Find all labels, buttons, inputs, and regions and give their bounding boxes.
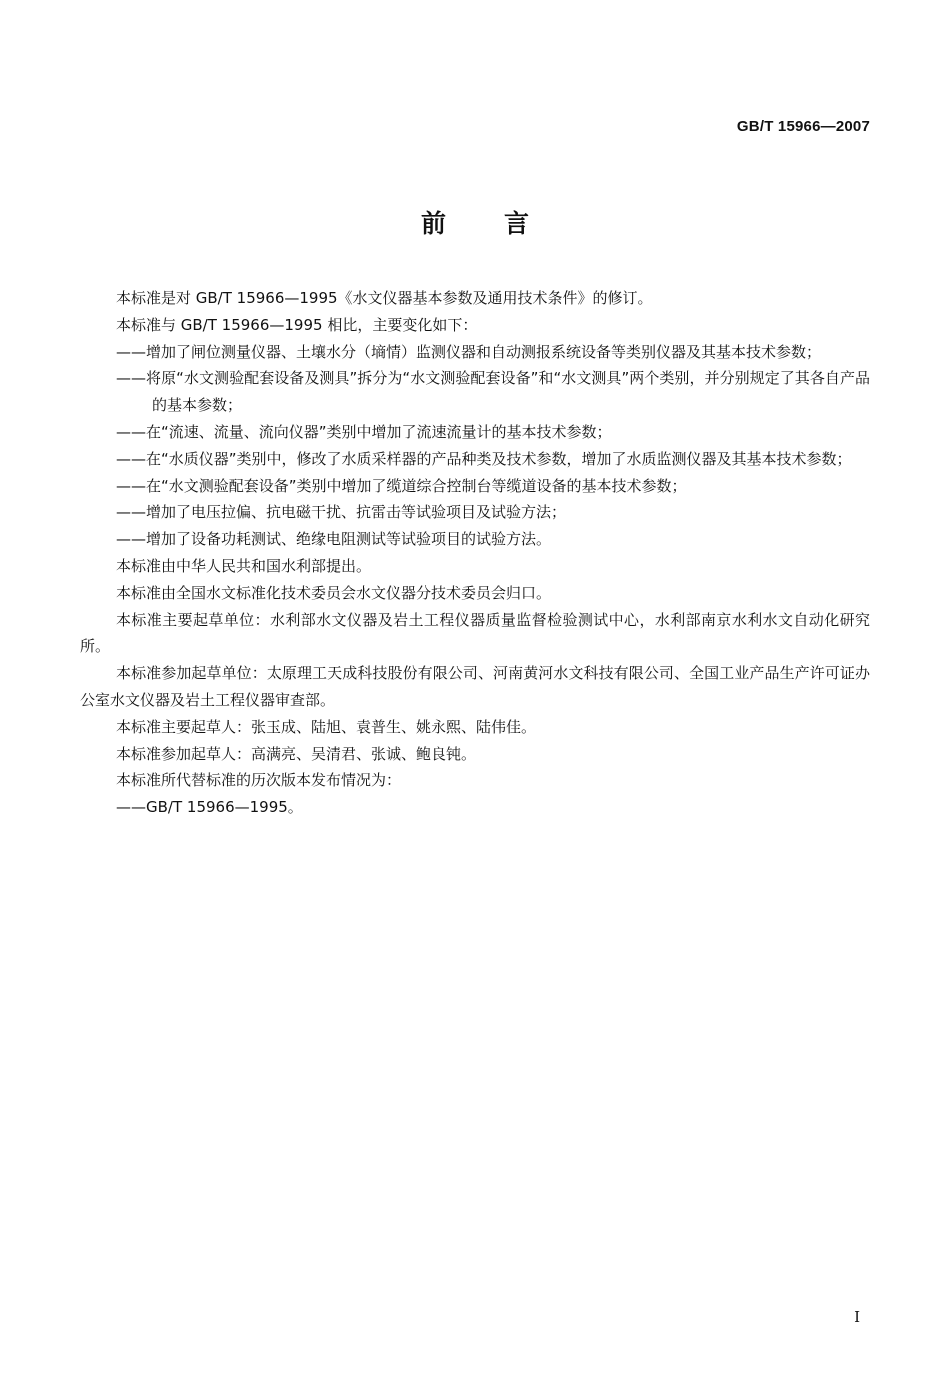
page-title: 前言 [420,209,587,238]
intro-paragraph: 本标准是对 GB/T 15966—1995《水文仪器基本参数及通用技术条件》的修订。 [116,289,653,307]
info-paragraph: 本标准主要起草人：张玉成、陆旭、袁普生、姚永熙、陆伟佳。 [116,717,537,736]
page-number: I [854,1308,860,1326]
info-paragraph: 本标准所代替标准的历次版本发布情况为： [116,771,402,790]
change-item: ——在“流速、流量、流向仪器”类别中增加了流速流量计的基本技术参数； [116,422,612,441]
info-paragraph: 本标准参加起草人：高满亮、吴清君、张诚、鲍良钝。 [116,744,477,763]
foreword-body [80,285,870,821]
info-paragraph: 本标准由中华人民共和国水利部提出。 [116,556,372,575]
info-paragraph: 本标准主要起草单位：水利部水文仪器及岩土工程仪器质量监督检验测试中心，水利部南京水利水文自动化研究所。 [80,610,870,656]
change-item: ——将原“水文测验配套设备及测具”拆分为“水文测验配套设备”和“水文测具”两个类别，并分别规定了其各自产品的基本参数； [116,369,870,415]
change-item: ——增加了设备功耗测试、绝缘电阻测试等试验项目的试验方法。 [116,530,552,549]
change-item: ——在“水质仪器”类别中，修改了水质采样器的产品种类及技术参数，增加了水质监测仪器及其基本技术参数； [116,449,852,468]
standard-code: GB/T 15966—2007 [736,118,870,135]
intro-paragraph: 本标准与 GB/T 15966—1995 相比，主要变化如下： [116,315,478,334]
change-item: ——在“水文测验配套设备”类别中增加了缆道综合控制台等缆道设备的基本技术参数； [116,476,687,495]
info-paragraph: 本标准参加起草单位：太原理工天成科技股份有限公司、河南黄河水文科技有限公司、全国工业产品生产许可证办公室水文仪器及岩土工程仪器审查部。 [80,664,870,709]
change-item: ——增加了闸位测量仪器、土壤水分（墒情）监测仪器和自动测报系统设备等类别仪器及其基本技术参数； [116,342,822,361]
change-item: ——增加了电压拉偏、抗电磁干扰、抗雷击等试验项目及试验方法； [116,503,567,522]
info-paragraph: 本标准由全国水文标准化技术委员会水文仪器分技术委员会归口。 [116,583,552,602]
history-item: ——GB/T 15966—1995。 [116,798,303,817]
